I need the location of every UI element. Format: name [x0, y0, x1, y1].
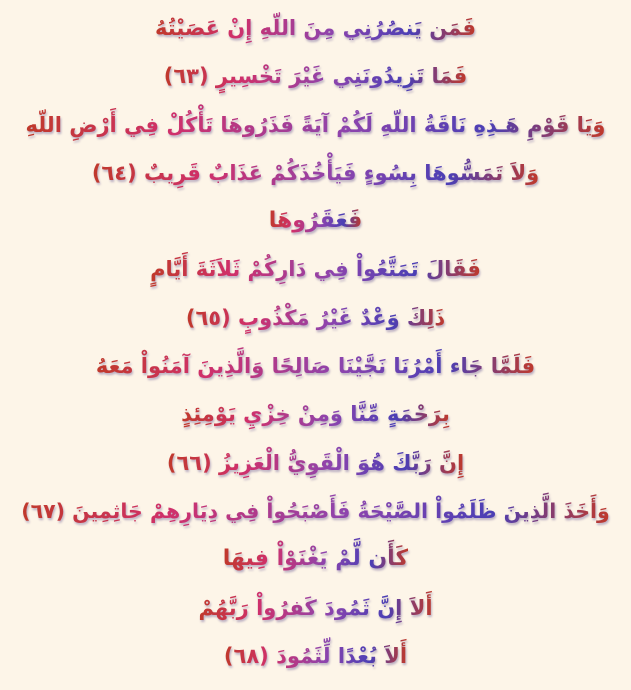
- verse-line: ذَلِكَ وَعْدٌ غَيْرُ مَكْذُوبٍ (٦٥): [186, 294, 445, 342]
- verse-line: فَمَا تَزِيدُونَنِي غَيْرَ تَخْسِيرٍ (٦٣): [164, 52, 468, 100]
- verse-line: فَلَمَّا جَاء أَمْرُنَا نَجَّيْنَا صَالِحًا وَالَّذِينَ آمَنُواْ مَعَهُ: [96, 342, 535, 390]
- verse-line: وَيَا قَوْمِ هَـذِهِ نَاقَةُ اللّهِ لَكُمْ آيَةً فَذَرُوهَا تَأْكُلْ فِي أَرْضِ اللّهِ: [26, 101, 606, 149]
- verse-line: فَعَقَرُوهَا: [269, 197, 363, 245]
- verse-line: وَأَخَذَ الَّذِينَ ظَلَمُواْ الصَّيْحَةُ فَأَصْبَحُواْ فِي دِيَارِهِمْ جَاثِمِينَ (٦٧): [21, 487, 610, 535]
- verse-line: أَلاَ إِنَّ ثَمُودَ كَفرُواْ رَبَّهُمْ: [198, 584, 432, 632]
- verse-list: [0, 4, 631, 680]
- verse-line: وَلاَ تَمَسُّوهَا بِسُوءٍ فَيَأْخُذَكُمْ عَذَابٌ قَرِيبٌ (٦٤): [92, 149, 539, 197]
- verse-line: فَقَالَ تَمَتَّعُواْ فِي دَارِكُمْ ثَلاَثَةَ أَيَّامٍ: [150, 245, 481, 293]
- verse-line: فَمَن يَنصُرُنِي مِنَ اللّهِ إِنْ عَصَيْتُهُ: [155, 4, 476, 52]
- verse-line: كَأَن لَّمْ يَغْنَوْاْ فِيهَا: [223, 535, 409, 583]
- verse-line: أَلاَ بُعْدًا لِّثَمُودَ (٦٨): [224, 632, 407, 680]
- verse-line: بِرَحْمَةٍ مِّنَّا وَمِنْ خِزْيِ يَوْمِئِذٍ: [181, 390, 450, 438]
- verse-line: إِنَّ رَبَّكَ هُوَ الْقَوِيُّ الْعَزِيزُ (٦٦): [167, 439, 464, 487]
